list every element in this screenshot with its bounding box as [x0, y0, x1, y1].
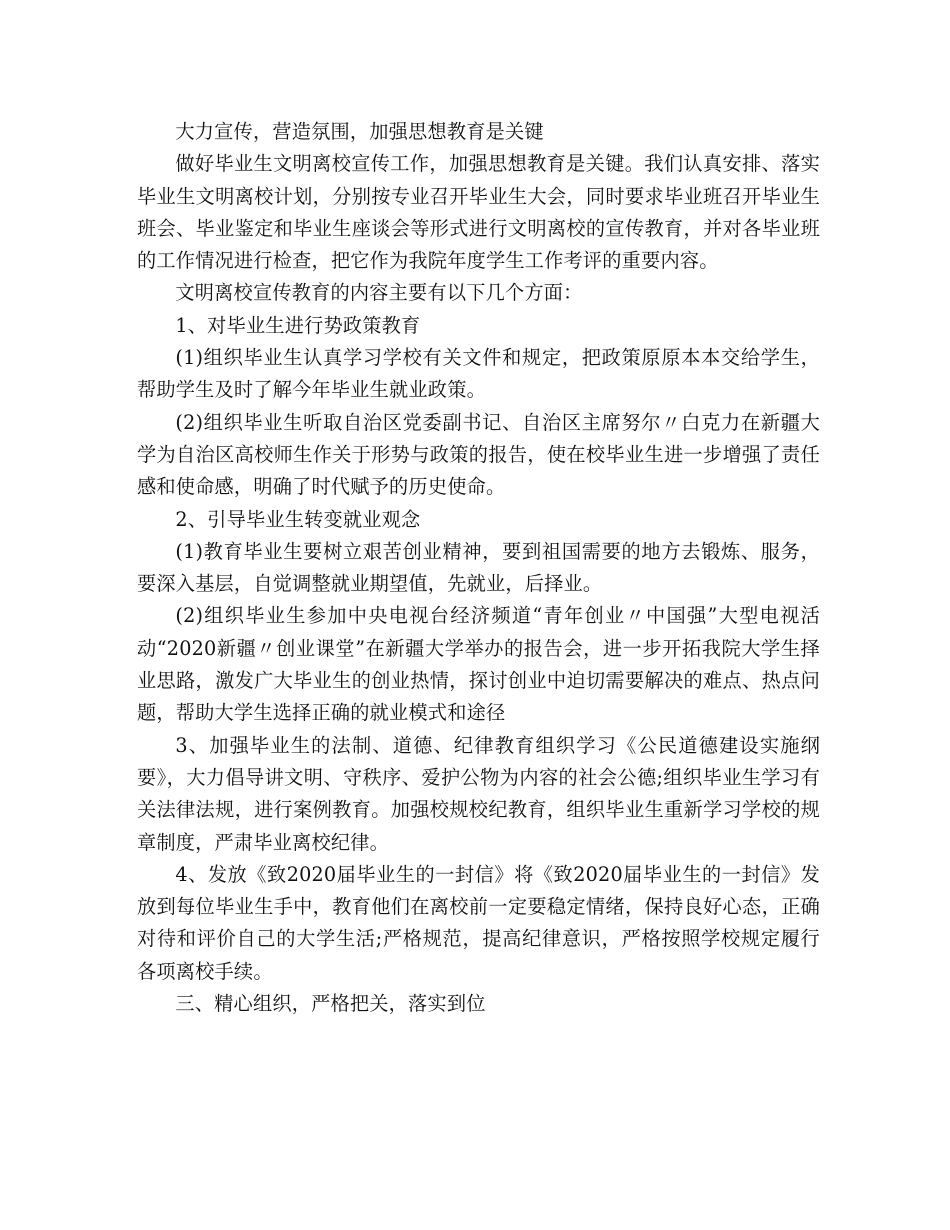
- section-heading-organization: 三、精心组织，严格把关，落实到位: [175, 992, 486, 1016]
- sub-item-listen-report: (2)组织毕业生听取自治区党委副书记、自治区主席努尔〃白克力在新疆大学为自治区高校师生作关于形势与政策的报告，使在校毕业生进一步增强了责任感和使命感，明确了时代赋予的历史使命。: [137, 410, 820, 499]
- item-heading-policy-education: 1、对毕业生进行势政策教育: [175, 313, 421, 337]
- item-legal-moral-education: 3、加强毕业生的法制、道德、纪律教育组织学习《公民道德建设实施纲要》，大力倡导讲文明、守秩序、爱护公物为内容的社会公德;组织毕业生学习有关法律法规，进行案例教育。加强校规校纪教育，组织毕业生重新学习学校的规章制度，严肃毕业离校纪律。: [137, 733, 820, 854]
- sub-item-tv-activity: (2)组织毕业生参加中央电视台经济频道“青年创业〃中国强”大型电视活动“2020新疆〃创业课堂”在新疆大学举办的报告会，进一步开拓我院大学生择业思路，激发广大毕业生的创业热情，探讨创业中迫切需要解决的难点、热点问题，帮助大学生选择正确的就业模式和途径: [137, 604, 820, 725]
- item-open-letter: 4、发放《致2020届毕业生的一封信》将《致2020届毕业生的一封信》发放到每位毕业生手中，教育他们在离校前一定要稳定情绪，保持良好心态，正确对待和评价自己的大学生活;严格规范，提高纪律意识，严格按照学校规定履行各项离校手续。: [137, 862, 820, 983]
- section-heading-publicity: 大力宣传，营造氛围，加强思想教育是关键: [175, 120, 544, 143]
- sub-item-study-documents: (1)组织毕业生认真学习学校有关文件和规定，把政策原原本本交给学生，帮助学生及时了解今年毕业生就业政策。: [137, 346, 820, 402]
- paragraph-intro: 做好毕业生文明离校宣传工作，加强思想教育是关键。我们认真安排、落实毕业生文明离校计划，分别按专业召开毕业生大会，同时要求毕业班召开毕业生班会、毕业鉴定和毕业生座谈会等形式进行文明离校的宣传教育，并对各毕业班的工作情况进行检查，把它作为我院年度学生工作考评的重要内容。: [137, 152, 820, 273]
- sub-item-hard-work-spirit: (1)教育毕业生要树立艰苦创业精神，要到祖国需要的地方去锻炼、服务，要深入基层，自觉调整就业期望值，先就业，后择业。: [137, 539, 820, 596]
- paragraph-content-aspects: 文明离校宣传教育的内容主要有以下几个方面：: [175, 281, 583, 305]
- item-heading-employment-concept: 2、引导毕业生转变就业观念: [175, 507, 421, 531]
